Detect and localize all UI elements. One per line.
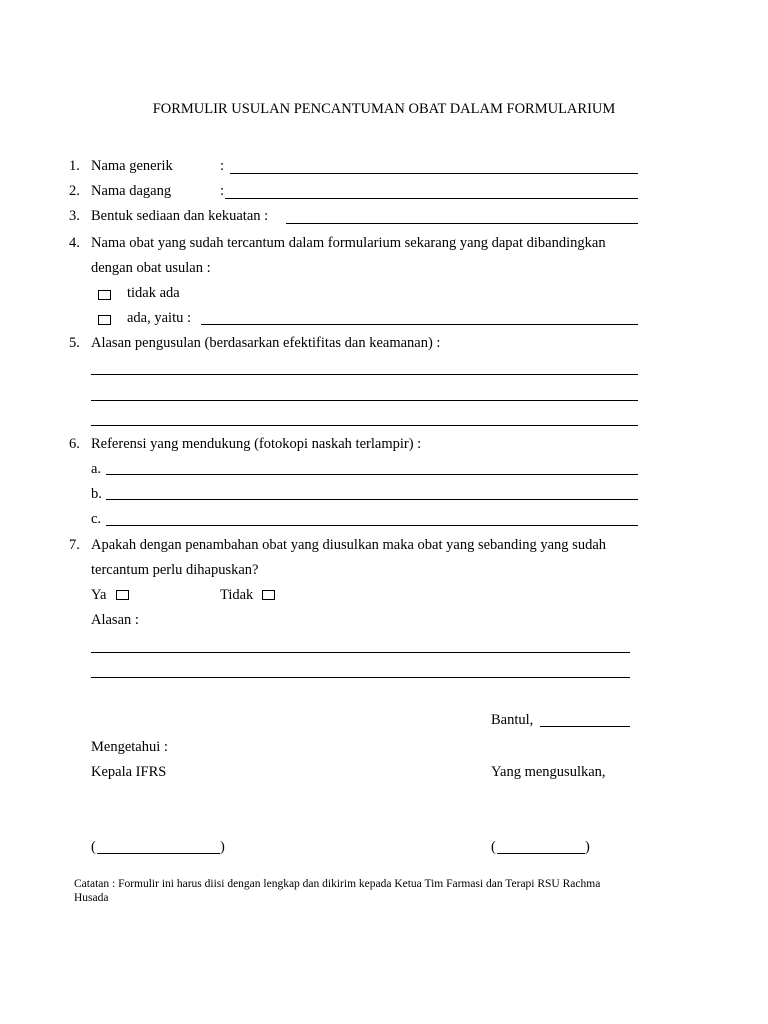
ya-label: Ya	[91, 587, 107, 603]
nama-dagang-field[interactable]	[225, 198, 638, 199]
tidak-label: Tidak	[220, 587, 254, 603]
bentuk-sediaan-label: Bentuk sediaan dan kekuatan :	[91, 208, 269, 224]
catatan-note: Catatan : Formulir ini harus diisi dengan lengkap dan dikirim kepada Ketua Tim Farmasi dan Terapi RSU Rachma	[74, 878, 601, 890]
item-number: 5.	[69, 335, 80, 351]
yang-mengusulkan-label: Yang mengusulkan,	[491, 764, 606, 780]
referensi-c-field[interactable]	[106, 525, 638, 526]
penghapusan-question-cont: tercantum perlu dihapuskan?	[91, 562, 259, 578]
ada-yaitu-label: ada, yaitu :	[127, 310, 192, 326]
colon: :	[220, 183, 225, 199]
referensi-c-label: c.	[91, 511, 102, 527]
bentuk-sediaan-field[interactable]	[286, 223, 638, 224]
colon: :	[220, 158, 225, 174]
alasan-pengusulan-field[interactable]	[91, 374, 638, 375]
referensi-b-label: b.	[91, 486, 102, 502]
open-paren: (	[491, 839, 496, 855]
item-number: 1.	[69, 158, 80, 174]
alasan-pengusulan-label: Alasan pengusulan (berdasarkan efektifitas dan keamanan) :	[91, 335, 441, 351]
close-paren: )	[220, 839, 225, 855]
tidak-ada-label: tidak ada	[127, 285, 180, 301]
form-title: FORMULIR USULAN PENCANTUMAN OBAT DALAM FORMULARIUM	[152, 101, 616, 117]
tidak-ada-checkbox[interactable]	[98, 290, 111, 300]
kepala-ifrs-signature-field[interactable]	[97, 853, 220, 854]
mengetahui-label: Mengetahui :	[91, 739, 168, 755]
place-date-label: Bantul,	[491, 712, 534, 728]
alasan-pengusulan-field[interactable]	[91, 425, 638, 426]
referensi-b-field[interactable]	[106, 499, 638, 500]
catatan-note-cont: Husada	[74, 892, 109, 904]
pengusul-signature-field[interactable]	[497, 853, 585, 854]
nama-obat-pembanding-label: Nama obat yang sudah tercantum dalam formularium sekarang yang dapat dibandingkan	[91, 235, 606, 251]
open-paren: (	[91, 839, 96, 855]
close-paren: )	[585, 839, 590, 855]
nama-obat-pembanding-label-cont: dengan obat usulan :	[91, 260, 211, 276]
kepala-ifrs-label: Kepala IFRS	[91, 764, 167, 780]
alasan-pengusulan-field[interactable]	[91, 400, 638, 401]
alasan-field[interactable]	[91, 677, 630, 678]
ada-yaitu-field[interactable]	[201, 324, 638, 325]
alasan-label: Alasan :	[91, 612, 139, 628]
ada-checkbox[interactable]	[98, 315, 111, 325]
alasan-field[interactable]	[91, 652, 630, 653]
item-number: 2.	[69, 183, 80, 199]
referensi-label: Referensi yang mendukung (fotokopi naskah terlampir) :	[91, 436, 422, 452]
item-number: 7.	[69, 537, 80, 553]
item-number: 6.	[69, 436, 80, 452]
penghapusan-question: Apakah dengan penambahan obat yang diusulkan maka obat yang sebanding yang sudah	[91, 537, 607, 553]
date-field[interactable]	[540, 726, 630, 727]
nama-dagang-label: Nama dagang	[91, 183, 172, 199]
referensi-a-label: a.	[91, 461, 102, 477]
tidak-checkbox[interactable]	[262, 590, 275, 600]
nama-generik-field[interactable]	[230, 173, 638, 174]
referensi-a-field[interactable]	[106, 474, 638, 475]
item-number: 4.	[69, 235, 80, 251]
nama-generik-label: Nama generik	[91, 158, 173, 174]
item-number: 3.	[69, 208, 80, 224]
ya-checkbox[interactable]	[116, 590, 129, 600]
